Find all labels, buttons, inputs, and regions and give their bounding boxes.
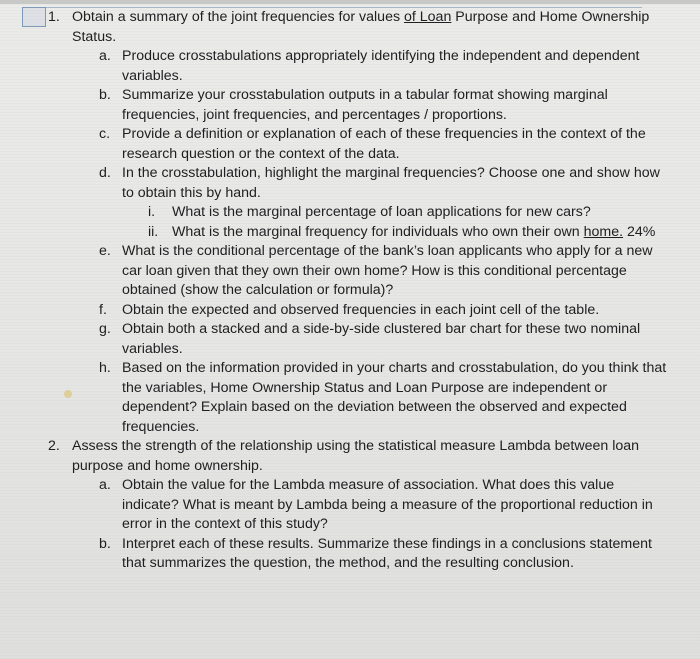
question-text: Obtain a summary of the joint frequencies for values of Loan Purpose and Home Ownership Status. xyxy=(72,9,650,45)
part-text: Produce crosstabulations appropriately identifying the independent and dependent variables. xyxy=(122,48,640,84)
subpart-numeral: i. xyxy=(148,204,156,220)
question-1e xyxy=(20,242,690,301)
question-1h xyxy=(20,359,690,437)
part-text: Interpret each of these results. Summarize these findings in a conclusions statement that summarizes the question, the method, and the resulting conclusion. xyxy=(122,535,652,571)
question-text: Assess the strength of the relationship using the statistical measure Lambda between loan purpose and home ownership. xyxy=(72,438,640,474)
part-text: Provide a definition or explanation of each of these frequencies in the context of the research question or the context of the data. xyxy=(122,126,646,162)
question-1b xyxy=(20,86,690,125)
question-1 xyxy=(20,8,690,47)
part-text: Obtain both a stacked and a side-by-side clustered bar chart for these two nominal variables. xyxy=(122,321,641,357)
part-text: Summarize your crosstabulation outputs in a tabular format showing marginal frequencies, joint frequencies, and percentages / proportions. xyxy=(122,87,608,123)
part-letter: f. xyxy=(99,301,107,318)
question-1a xyxy=(20,47,690,86)
part-letter: b. xyxy=(99,87,111,103)
part-letter: c. xyxy=(99,126,111,142)
part-letter: g. xyxy=(99,321,111,337)
subpart-text: What is the marginal frequency for individuals who own their own home. 24% xyxy=(172,223,656,240)
subpart-text: What is the marginal percentage of loan applications for new cars? xyxy=(172,204,591,220)
part-letter: a. xyxy=(99,48,111,64)
assignment-questions xyxy=(20,6,690,574)
question-1d xyxy=(20,164,690,203)
question-1c xyxy=(20,125,690,164)
page-top-edge xyxy=(0,0,700,4)
question-2b xyxy=(20,535,690,574)
question-2a xyxy=(20,476,690,535)
subpart-numeral: ii. xyxy=(148,223,159,240)
part-letter: e. xyxy=(99,243,111,259)
question-2 xyxy=(20,437,690,476)
part-text: Obtain the expected and observed frequencies in each joint cell of the table. xyxy=(122,301,600,318)
part-letter: d. xyxy=(99,165,111,181)
question-number: 1. xyxy=(48,9,60,25)
question-number: 2. xyxy=(48,438,60,454)
part-text: In the crosstabulation, highlight the marginal frequencies? Choose one and show how to obtain this by hand. xyxy=(122,165,660,201)
part-letter: a. xyxy=(99,477,111,493)
part-letter: b. xyxy=(99,535,111,552)
part-text: What is the conditional percentage of the bank’s loan applicants who apply for a new car loan given that they own their own home? How is this conditional percentage obtained (show the calculation or formula)? xyxy=(122,243,653,298)
part-letter: h. xyxy=(99,360,111,376)
question-1g xyxy=(20,320,690,359)
question-1d-i xyxy=(20,203,690,223)
question-1d-ii xyxy=(20,223,690,243)
part-text: Obtain the value for the Lambda measure of association. What does this value indicate? What is meant by Lambda being a measure of the proportional reduction in error in the context of this study? xyxy=(122,477,653,532)
part-text: Based on the information provided in your charts and crosstabulation, do you think that the variables, Home Ownership Status and Loan Purpose are independent or dependent? Explain based on the deviation between the observed and expected frequencies. xyxy=(122,360,667,435)
question-1f xyxy=(20,301,690,321)
